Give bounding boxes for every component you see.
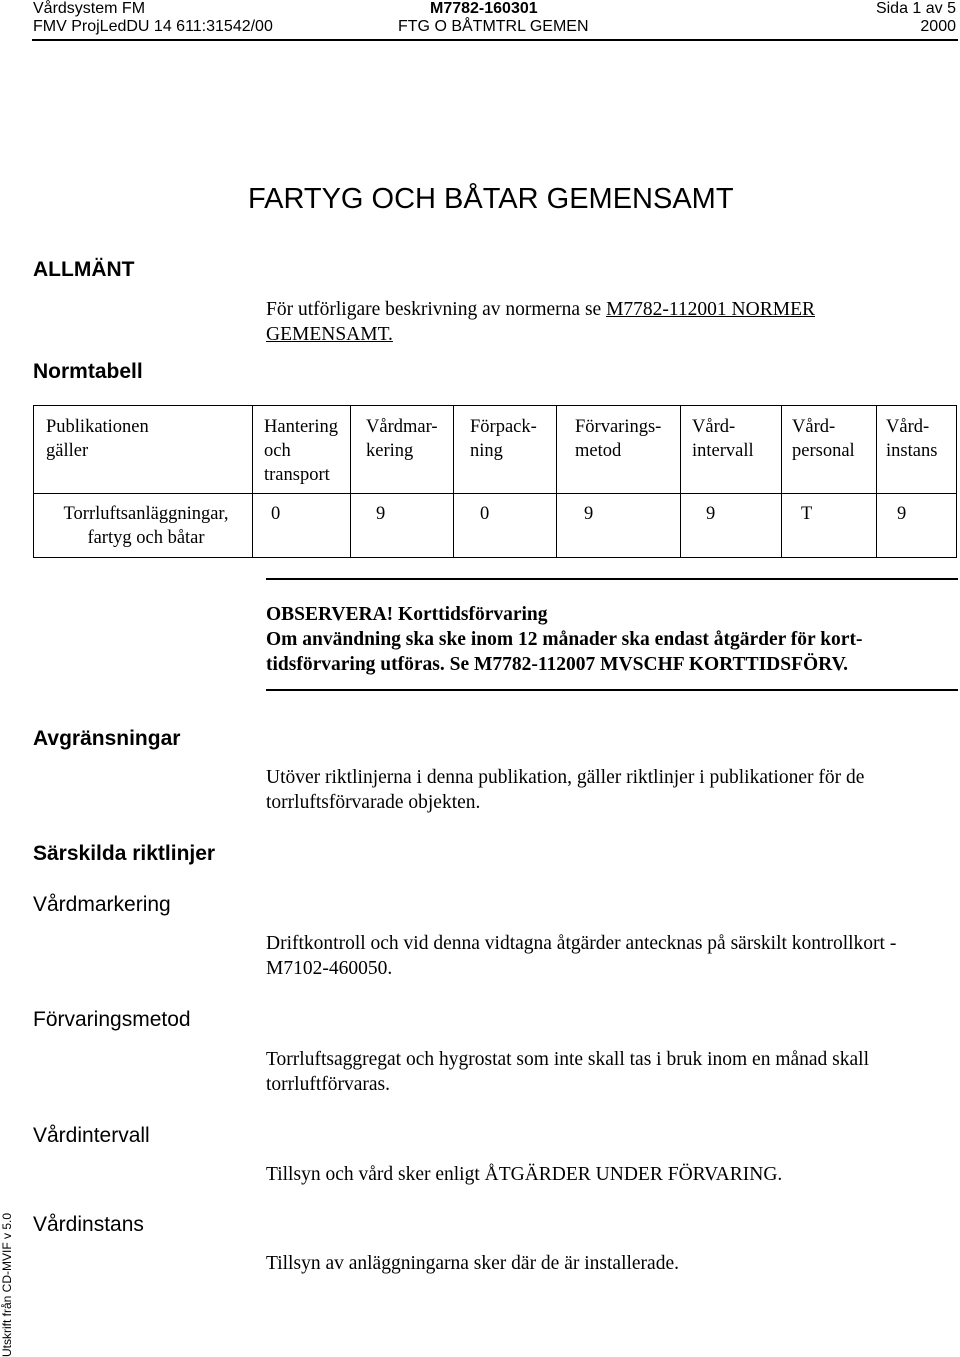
table-header: Hantering och transport: [264, 417, 338, 485]
table-row-label: Torrluftsanläggningar, fartyg och båtar: [63, 504, 229, 548]
print-source-label: Utskrift från CD-MVIF v 5.0: [0, 1212, 14, 1357]
table-cell: 9: [584, 504, 594, 524]
notice-block: [266, 602, 956, 677]
table-header: Vård- instans: [886, 417, 938, 461]
table-cell: 0: [480, 504, 490, 524]
table-header: Förpack- ning: [470, 417, 537, 461]
notice-line: OBSERVERA! Korttidsförvaring: [266, 604, 548, 625]
guideline-text-vardinstans: Tillsyn av anläggningarna sker där de är installerade.: [266, 1253, 679, 1274]
header-rule: [32, 39, 958, 41]
notice-line: Om användning ska ske inom 12 månader ska endast åtgärder för kort-: [266, 629, 863, 650]
header-project: FMV ProjLedDU 14 611:31542/00: [33, 18, 273, 35]
guideline-label-vardinstans: Vårdinstans: [33, 1213, 144, 1236]
table-col-divider: [453, 406, 454, 557]
section-normtabell: Normtabell: [33, 360, 143, 383]
section-avgransningar: Avgränsningar: [33, 727, 181, 750]
table-col-divider: [876, 406, 877, 557]
table-header: Förvarings- metod: [575, 417, 662, 461]
table-col-divider: [252, 406, 253, 557]
table-divider: [34, 493, 956, 494]
guideline-text-vardintervall: Tillsyn och vård sker enligt ÅTGÄRDER UNDER FÖRVARING.: [266, 1164, 783, 1185]
table-header: Vård- intervall: [692, 417, 754, 461]
header-subject: FTG O BÅTMTRL GEMEN: [398, 18, 589, 35]
guideline-label-vardmarkering: Vårdmarkering: [33, 893, 171, 916]
table-col-divider: [556, 406, 557, 557]
table-header: Vårdmar- kering: [366, 417, 438, 461]
table-cell: 9: [897, 504, 907, 524]
table-cell: 9: [706, 504, 716, 524]
notice-line: tidsförvaring utföras. Se M7782-112007 MVSCHF KORTTIDSFÖRV.: [266, 654, 849, 675]
page-title: FARTYG OCH BÅTAR GEMENSAMT: [248, 183, 734, 215]
table-cell: 0: [271, 504, 281, 524]
header-system: Vårdsystem FM: [33, 0, 146, 17]
intro-prefix: För utförligare beskrivning av normerna se: [266, 299, 607, 320]
guideline-text-forvaringsmetod: Torrluftsaggregat och hygrostat som inte skall tas i bruk inom en månad skall torrluftförvaras.: [266, 1049, 870, 1095]
table-cell: T: [801, 504, 813, 524]
guideline-text-vardmarkering: Driftkontroll och vid denna vidtagna åtgärder antecknas på särskilt kontrollkort - M7102-460050.: [266, 933, 897, 979]
normer-link[interactable]: M7782-112001 NORMER: [606, 299, 815, 320]
notice-rule-bottom: [266, 689, 958, 691]
guideline-label-vardintervall: Vårdintervall: [33, 1124, 150, 1147]
table-header: Publikationen gäller: [46, 417, 149, 461]
table-cell: 9: [376, 504, 386, 524]
table-col-divider: [680, 406, 681, 557]
header-page: Sida 1 av 5: [875, 0, 956, 17]
section-allmant: ALLMÄNT: [33, 258, 135, 281]
intro-text: [266, 297, 956, 347]
table-col-divider: [781, 406, 782, 557]
section-sarskilda: Särskilda riktlinjer: [33, 842, 216, 865]
header-year: 2000: [920, 18, 956, 35]
header-doc-number: M7782-160301: [430, 0, 538, 17]
table-col-divider: [350, 406, 351, 557]
table-header: Vård- personal: [792, 417, 855, 461]
guideline-label-forvaringsmetod: Förvaringsmetod: [33, 1008, 191, 1031]
norm-table: [33, 405, 957, 558]
notice-rule-top: [266, 578, 958, 580]
normer-link-cont[interactable]: GEMENSAMT.: [266, 324, 393, 345]
avgransningar-text: Utöver riktlinjerna i denna publikation, gäller riktlinjer i publikationer för de torrluftsförvarade objekten.: [266, 767, 865, 813]
